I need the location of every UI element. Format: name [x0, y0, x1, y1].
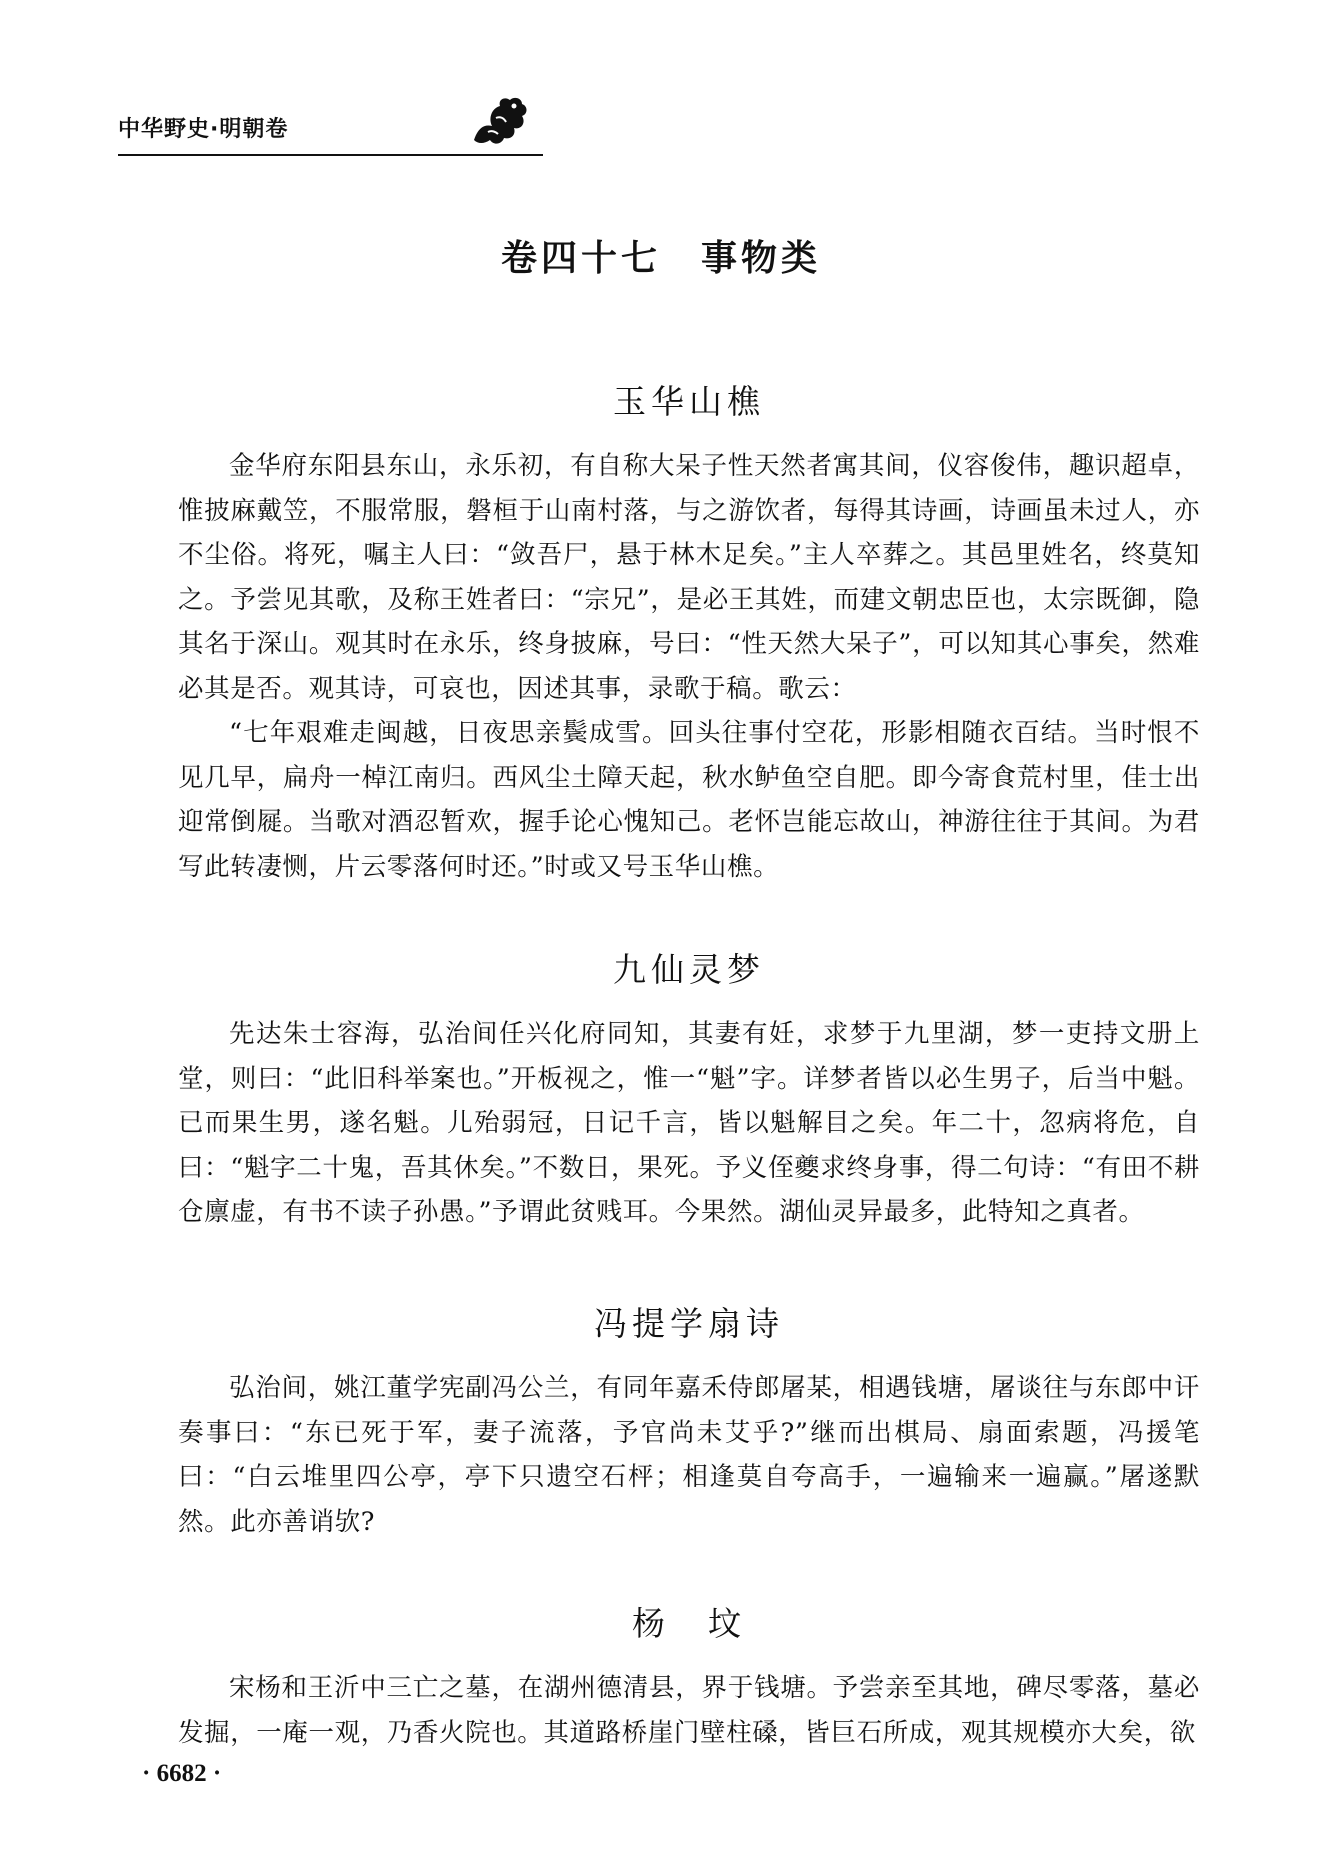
section-title: 九仙灵梦 [613, 950, 765, 989]
section-yuhua-shanqiao [178, 378, 1200, 889]
paragraph: “七年艰难走闽越，日夜思亲鬓成雪。回头往事付空花，形影相随衣百结。当时恨不见几早，扁舟一棹江南归。西风尘土障天起，秋水鲈鱼空自肥。即今寄食荒村里，佳士出迎常倒屣。当歌对酒忍暂欢，握手论心愧知己。老怀岂能忘故山，神游往往于其间。为君写此转凄恻，片云零落何时还。”时或又号玉华山樵。 [178, 718, 1200, 882]
book-title: 中华野史·明朝卷 [118, 117, 289, 142]
page-number: · 6682 · [142, 1760, 222, 1787]
paragraph: 弘治间，姚江董学宪副冯公兰，有同年嘉禾侍郎屠某，相遇钱塘，屠谈往与东郎中讦奏事曰：“东已死于军，妻子流落，予官尚未艾乎?”继而出棋局、扇面索题，冯援笔曰：“白云堆里四公亭，亭下只遗空石枰；相逢莫自夸高手，一遍输来一遍赢。”屠遂默然。此亦善诮欤? [178, 1373, 1200, 1537]
section-jiuxian-lingmeng [178, 946, 1200, 1235]
running-header [118, 108, 543, 156]
section-title: 玉华山樵 [613, 382, 765, 421]
section-feng-tixue-shanshi [178, 1300, 1200, 1544]
section-title: 冯提学扇诗 [594, 1304, 784, 1343]
chapter-title: 卷四十七 事物类 [500, 238, 821, 279]
section-yang-fen [178, 1600, 1200, 1755]
paragraph: 金华府东阳县东山，永乐初，有自称大呆子性天然者寓其间，仪容俊伟，趣识超卓，惟披麻戴笠，不服常服，磐桓于山南村落，与之游饮者，每得其诗画，诗画虽未过人，亦不尘俗。将死，嘱主人曰：“敛吾尸，悬于林木足矣。”主人卒葬之。其邑里姓名，终莫知之。予尝见其歌，及称王姓者曰：“宗兄”，是必王其姓，而建文朝忠臣也，太宗既御，隐其名于深山。观其时在永乐，终身披麻，号曰：“性天然大呆子”，可以知其心事矣，然难必其是否。观其诗，可哀也，因述其事，录歌于稿。歌云： [178, 451, 1200, 704]
dragon-emblem-icon [468, 94, 532, 150]
paragraph: 先达朱士容海，弘治间任兴化府同知，其妻有妊，求梦于九里湖，梦一吏持文册上堂，则曰：“此旧科举案也。”开板视之，惟一“魁”字。详梦者皆以必生男子，后当中魁。已而果生男，遂名魁。儿殆弱冠，日记千言，皆以魁解目之矣。年二十，忽病将危，自曰：“魁字二十鬼，吾其休矣。”不数日，果死。予义侄夔求终身事，得二句诗：“有田不耕仓廪虚，有书不读子孙愚。”予谓此贫贱耳。今果然。湖仙灵异最多，此特知之真者。 [178, 1019, 1200, 1227]
paragraph: 宋杨和王沂中三亡之墓，在湖州德清县，界于钱塘。予尝亲至其地，碑尽零落，墓必发掘，一庵一观，乃香火院也。其道路桥崖门壁柱磉，皆巨石所成，观其规模亦大矣，欲 [178, 1673, 1200, 1748]
section-title: 杨 坟 [632, 1604, 746, 1643]
